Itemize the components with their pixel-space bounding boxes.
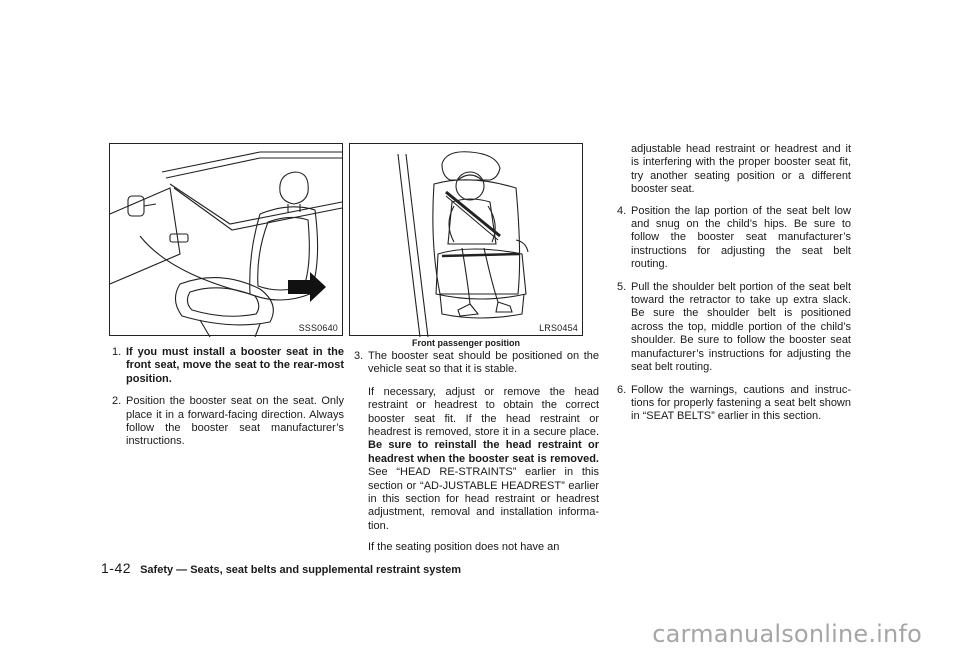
column-3 (617, 143, 851, 433)
booster-drawing (350, 144, 584, 337)
figure-code: SSS0640 (298, 323, 338, 333)
list-item-5 (617, 281, 851, 375)
item-5-text: Pull the shoulder belt portion of the seat belt toward the retractor to take up extra slack. Be sure the shoulder belt is positioned across the top, middle portion of the child’s shoulder. Be sure to follow the booster seat manufacturer’s instructions for adjusting the seat belt routing. (631, 280, 851, 374)
section-title: Safety — Seats, seat belts and supplemental restraint system (140, 564, 462, 576)
item-4-text: Position the lap portion of the seat belt low and snug on the child’s hips. Be sure to follow the booster seat manufacturer’s instructions for adjusting the seat belt routing. (631, 204, 851, 271)
list-item-6 (617, 384, 851, 424)
item-number: 6. (617, 383, 627, 396)
watermark: carmanualsonline.info (652, 620, 922, 648)
item-number: 2. (112, 395, 122, 408)
paragraph-seating-position: If the seating position does not have an (368, 541, 560, 554)
seat-illustration (109, 143, 343, 336)
item-1-text: If you must install a booster seat in the front seat, move the seat to the rear-most position. (126, 346, 344, 385)
page-number: 1-42 (101, 560, 132, 576)
item-number: 5. (617, 280, 627, 293)
paragraph-headrest: If necessary, adjust or remove the head restraint or headrest to obtain the correct booster seat fit. If the head restraint or headrest is removed, store it in a secure place. Be sure to reinstall the head restraint or headrest when the booster seat is removed. See “HEAD RE-STRAINTS” earlier in this section or “AD-JUSTABLE HEADREST” earlier in this section for head restraint or headrest adjustment, removal and installation informa-tion. (368, 385, 599, 532)
figure-code: LRS0454 (539, 323, 578, 333)
column-1 (112, 346, 344, 458)
item-2-text: Position the booster seat on the seat. Only place it in a forward-facing direction. Always follow the booster seat manufacturer’s instructions. (126, 395, 344, 448)
item-number: 1. (112, 346, 122, 358)
seat-drawing (110, 144, 344, 337)
figure-caption: Front passenger position (411, 338, 520, 348)
page-footer (101, 560, 461, 576)
item-6-text: Follow the warnings, cautions and instruc-tions for properly fastening a seat belt shown in “SEAT BELTS” earlier in this section. (631, 383, 851, 423)
item-number: 4. (617, 204, 627, 217)
list-item-3 (354, 350, 599, 377)
list-item-1 (112, 346, 344, 386)
booster-seat-illustration (349, 143, 583, 336)
list-item-2 (112, 395, 344, 449)
item-number: 3. (354, 350, 364, 362)
paragraph-continued: adjustable head restraint or headrest and it is interfering with the proper booster seat fit, try another seating position or a different booster seat. (631, 143, 851, 196)
item-3-text: The booster seat should be positioned on the vehicle seat so that it is stable. (368, 350, 599, 376)
list-item-4 (617, 205, 851, 272)
column-2 (354, 350, 599, 563)
